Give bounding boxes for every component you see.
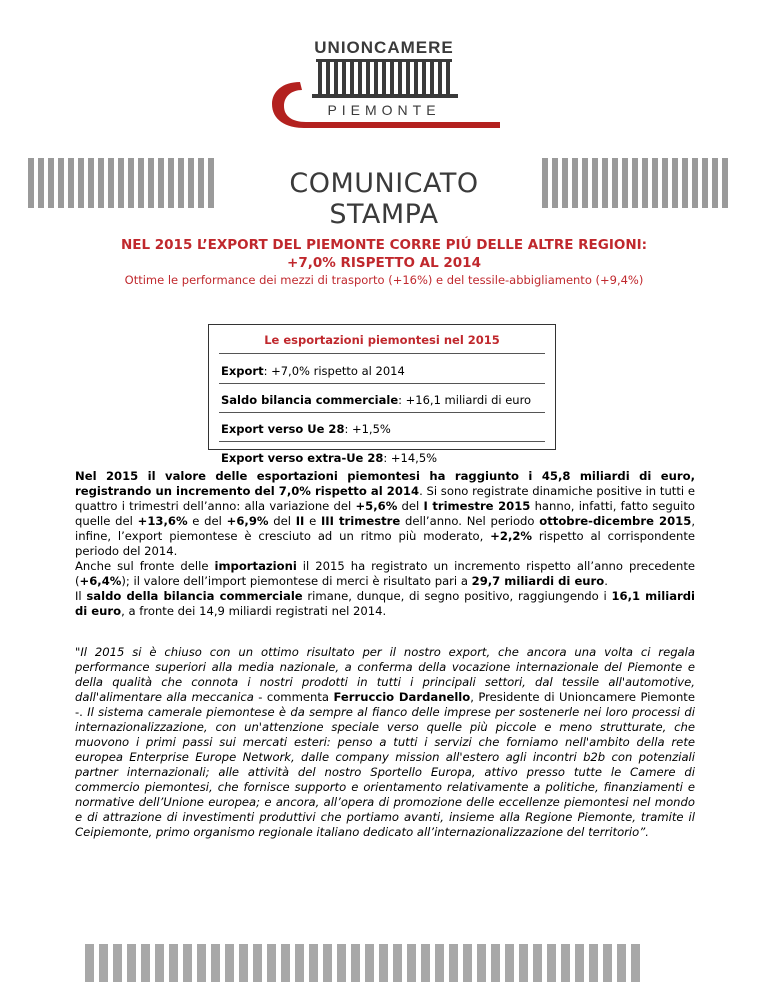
press-release-banner	[0, 158, 768, 230]
logo-title: UNIONCAMERE	[314, 38, 454, 57]
unioncamere-logo	[0, 30, 768, 135]
summary-row-ue: Export verso Ue 28: +1,5%	[219, 419, 545, 442]
summary-row-saldo: Saldo bilancia commerciale: +16,1 miliardi di euro	[219, 390, 545, 413]
left-stripes-decoration	[28, 158, 214, 208]
headline-line-2: +7,0% RISPETTO AL 2014	[287, 255, 481, 271]
quote-author: Ferruccio Dardanello	[333, 690, 471, 704]
summary-row-export: Export: +7,0% rispetto al 2014	[219, 361, 545, 384]
footer-stripes-decoration	[85, 944, 640, 982]
headline-line-1: NEL 2015 L’EXPORT DEL PIEMONTE CORRE PIÚ DELLE ALTRE REGIONI:	[120, 237, 648, 253]
banner-title: COMUNICATO STAMPA	[289, 168, 479, 230]
body-text	[75, 469, 695, 619]
paragraph-exports: Nel 2015 il valore delle esportazioni piemontesi ha raggiunto i 45,8 miliardi di euro, registrando un incremento del 7,0% rispetto al 2014. Si sono registrate dinamiche positive in tutti e quattro i trimestri dell’anno: alla variazione del +5,6% del I trimestre 2015 hanno, infatti, fatto seguito quelle del +13,6% e del +6,9% del II e III trimestre dell’anno. Nel periodo ottobre-dicembre 2015, infine, l’export piemontese è cresciuto ad un ritmo più moderato, +2,2% rispetto al corrispondente periodo del 2014.	[75, 469, 696, 558]
right-stripes-decoration	[542, 158, 728, 208]
summary-box	[208, 324, 556, 465]
logo-subtitle: PIEMONTE	[327, 102, 441, 118]
subheadline: Ottime le performance dei mezzi di trasporto (+16%) e del tessile-abbigliamento (+9,4%)	[124, 273, 644, 287]
paragraph-imports: Anche sul fronte delle importazioni il 2015 ha registrato un incremento rispetto all’anno precedente (+6,4%); il valore dell’import piemontese di merci è risultato pari a 29,7 miliardi di euro.	[75, 559, 695, 588]
summary-row-extra-ue: Export verso extra-Ue 28: +14,5%	[221, 451, 438, 465]
headline	[40, 236, 728, 272]
paragraph-balance: Il saldo della bilancia commerciale rimane, dunque, di segno positivo, raggiungendo i 16,1 miliardi di euro, a fronte dei 14,9 miliardi registrati nel 2014.	[75, 589, 696, 618]
summary-box-title: Le esportazioni piemontesi nel 2015	[219, 333, 545, 354]
president-quote: "Il 2015 si è chiuso con un ottimo risultato per il nostro export, che ancora una volta ci regala performance superiori alla media nazionale, a conferma della vocazione internazionale del Piemonte e della qualità che connota i nostri prodotti in tutti i principali settori, dal tessile all'automotive, dall'alimentare alla meccanica - commenta Ferruccio Dardanello, Presidente di Unioncamere Piemonte -. Il sistema camerale piemontese è da sempre al fianco delle imprese per sostenerle nei loro processi di internazionalizzazione, con un'attenzione speciale verso quelle più piccole e meno strutturate, che muovono i primi passi sui mercati esteri: penso a tutti i servizi che forniamo nell'ambito della rete europea Enterprise Europe Network, dalle company mission all'estero agli incontri b2b con potenziali partner internazionali; alle attività del nostro Sportello Europa, attivo presso tutte le Camere di commercio piemontesi, che fornisce supporto e orientamento relativamente a politiche, finanziamenti e normative dell’Unione europea; e ancora, all’opera di promozione delle eccellenze piemontesi nel mondo e di attrazione di investimenti produttivi che portiamo avanti, insieme alla Regione Piemonte, tramite il Ceipiemonte, primo organismo regionale italiano dedicato all’internazionalizzazione del territorio”.	[75, 645, 695, 839]
